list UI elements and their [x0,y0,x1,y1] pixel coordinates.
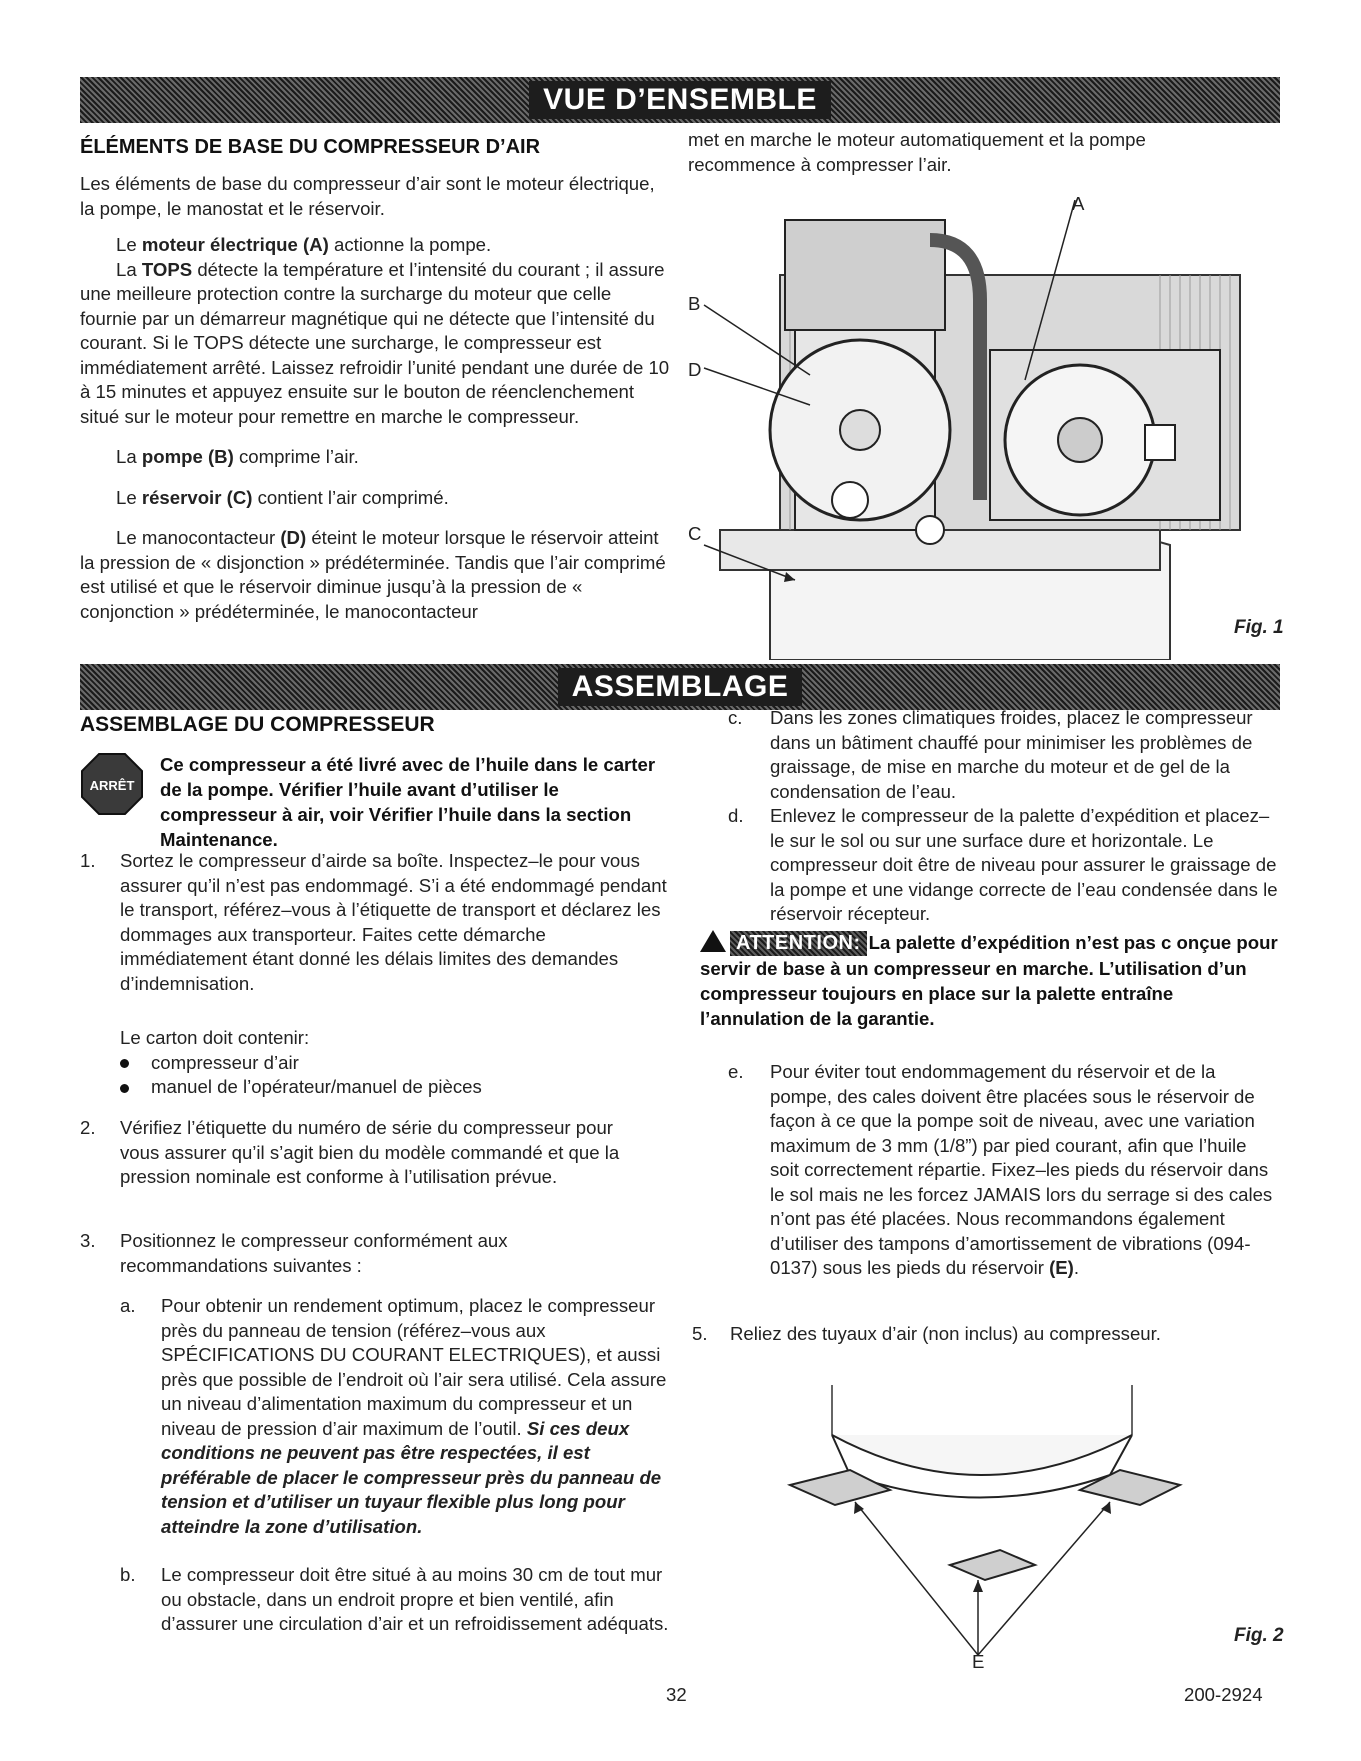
stop-icon-label: ARRÊT [89,778,135,793]
carton-item: manuel de l’opérateur/manuel de pièces [120,1075,670,1100]
assembly-banner [80,664,1280,710]
item-c-letter: c. [728,707,743,728]
fig1-caption: Fig. 1 [1234,617,1284,638]
stop-notice: Ce compresseur a été livré avec de l’huile dans le carter de la pompe. Vérifier l’huile avant d’utiliser le compresseur à air, voir Vérifier l’huile dans la section Maintenance. [160,754,656,850]
attention-notice: ATTENTION: La palette d’expédition n’est pas c onçue pour servir de base à un compresseur en marche. L’utilisation d’un compresseur toujours en place sur la palette entraîne l’annulation de la garantie. [700,932,1278,1029]
fig1-label-d: D [688,359,702,380]
tank-paragraph: Le réservoir (C) contient l’air comprimé. [116,486,449,508]
item-a-text: Pour obtenir un rendement optimum, placez le compresseur près du panneau de tension (référez–vous aux SPÉCIFICATIONS DU COURANT ELECTRIQUES), et aussi près que possible de l’endroit où l’air sera utilisé. Cela assure un niveau d’alimentation maximum du compresseur et un niveau de pression d’air maximum de l’outil. Si ces deux conditions ne peuvent pas être respectées, il est préférable de placer le compresseur près du panneau de tension et d’utiliser un tuyaur flexible plus long pour atteindre la zone d’utilisation. [161,1295,667,1537]
item-a-letter: a. [120,1295,136,1316]
fig2-caption: Fig. 2 [1234,1625,1284,1646]
assembly-heading: ASSEMBLAGE DU COMPRESSEUR [80,713,435,736]
tops-paragraph: La TOPS détecte la température et l’intensité du courant ; il assure une meilleure protection contre la surcharge du moteur que celle fournie par un démarreur magnétique qui ne détecte que l’intensité du courant. Si le TOPS détecte une surcharge, le compresseur est immédiatement arrêté. Laissez refroidir l’unité pendant une durée de 10 à 15 minutes et appuyez ensuite sur le bouton de réenclenchement situé sur le moteur pour remettre en marche le compresseur. [80,258,670,427]
attention-badge: ATTENTION: [730,931,867,956]
fig2-label-e: E [972,1651,985,1672]
intro-paragraph: Les éléments de base du compresseur d’air sont le moteur électrique, la pompe, le manostat et le réservoir. [80,173,655,219]
item-c-text: Dans les zones climatiques froides, placez le compresseur dans un bâtiment chauffé pour minimiser les problèmes de graissage, de mise en marche du moteur et de gel de la condensation de l’eau. [770,707,1253,802]
overview-banner-title: VUE D’ENSEMBLE [529,81,831,119]
step2-number: 2. [80,1117,96,1138]
step5-text: Reliez des tuyaux d’air (non inclus) au compresseur. [730,1323,1161,1344]
fig1-label-a: A [1072,193,1085,214]
stop-icon [80,752,144,816]
item-e-text: Pour éviter tout endommagement du réservoir et de la pompe, des cales doivent être placées sous le réservoir de façon à ce que la pompe soit de niveau, avec une variation maximum de 3 mm (1/8”) par pied courant, afin que l’huile soit correctement répartie. Fixez–les pieds du réservoir dans le sol mais ne les forcez JAMAIS lors du serrage si des cales n’ont pas été placées. Nous recommandons également d’utiliser des tampons d’amortissement de vibrations (094-0137) sous les pieds du réservoir (E). [770,1061,1273,1278]
carton-contents [120,1026,670,1100]
document-number: 200-2924 [1184,1684,1263,1705]
step3-number: 3. [80,1230,96,1251]
overview-banner [80,77,1280,123]
warning-triangle-icon [700,930,726,952]
continuation-text: met en marche le moteur automatiquement et la pompe recommence à compresser l’air. [688,129,1146,175]
tank-feet-figure-2 [780,1380,1210,1670]
bullet-icon [120,1059,129,1068]
step1-text: Sortez le compresseur d’airde sa boîte. Inspectez–le pour vous assurer qu’il n’est pas endommagé. S’i a été endommagé pendant le transport, référez–vous à l’étiquette de transport et déclarez les dommages aux transporteur. Faites cette démarche immédiatement étant donné les délais limites des demandes d’indemnisation. [120,850,667,994]
step3-text: Positionnez le compresseur conformément aux recommandations suivantes : [120,1230,508,1276]
item-b-letter: b. [120,1564,136,1585]
step1-number: 1. [80,850,96,871]
fig1-label-c: C [688,523,702,544]
pressure-switch-paragraph: Le manocontacteur (D) éteint le moteur lorsque le réservoir atteint la pression de « disjonction » prédéterminée. Tandis que l’air comprimé est utilisé et que le réservoir diminue jusqu’à la pression de « conjonction » prédéterminée, le manocontacteur [80,527,666,622]
carton-item: compresseur d’air [120,1051,670,1076]
item-d-text: Enlevez le compresseur de la palette d’expédition et placez–le sur le sol ou sur une surface dure et horizontale. Le compresseur doit être de niveau pour assurer le graissage de la pompe et une vidange correcte de l’eau condensée dans le réservoir récepteur. [770,805,1278,924]
compressor-figure-1 [690,200,1280,660]
pump-paragraph: La pompe (B) comprime l’air. [116,446,359,467]
basic-elements-text [80,172,670,624]
item-d-letter: d. [728,805,744,826]
bullet-icon [120,1084,129,1093]
step2-text: Vérifiez l’étiquette du numéro de série du compresseur pour vous assurer qu’il s’agit bien du modèle commandé et que la pression nominale est conforme à l’utilisation prévue. [120,1117,620,1187]
step5-number: 5. [692,1323,708,1344]
item-e-letter: e. [728,1061,744,1082]
assembly-banner-title: ASSEMBLAGE [558,668,803,706]
item-b-text: Le compresseur doit être situé à au moins 30 cm de tout mur ou obstacle, dans un endroit propre et bien ventilé, afin d’assurer une circulation d’air et un refroidissement adéquats. [161,1564,669,1634]
basic-elements-heading: ÉLÉMENTS DE BASE DU COMPRESSEUR D’AIR [80,136,541,158]
carton-label: Le carton doit contenir: [120,1027,310,1048]
fig1-label-b: B [688,293,701,314]
page-number: 32 [666,1684,687,1705]
motor-paragraph: Le moteur électrique (A) actionne la pompe. [116,234,492,255]
